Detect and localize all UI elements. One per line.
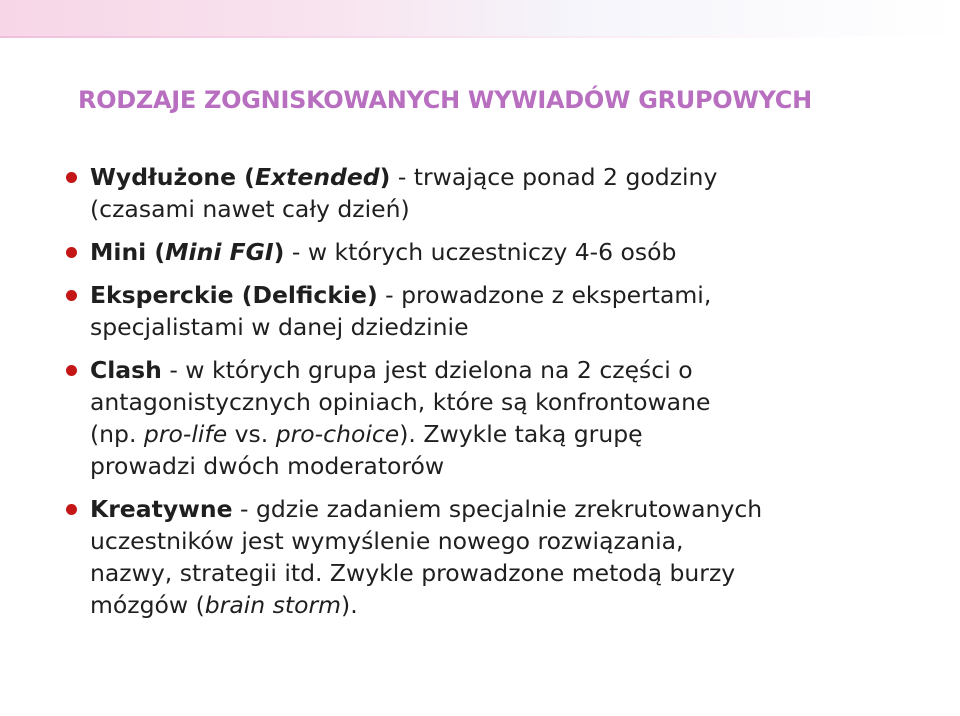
header-divider xyxy=(0,36,960,38)
item-line xyxy=(90,589,944,621)
header-gradient-bar xyxy=(0,0,960,36)
item-line xyxy=(90,354,944,386)
item-text-italic: brain storm xyxy=(204,591,342,619)
item-text: ). Zwykle taką grupę xyxy=(399,420,643,448)
item-text: - gdzie zadaniem specjalnie zrekrutowanych xyxy=(232,495,763,523)
item-text: ). xyxy=(341,591,358,619)
item-line xyxy=(90,418,944,450)
bullet-icon xyxy=(66,290,77,301)
item-line: (czasami nawet cały dzień) xyxy=(90,195,410,223)
item-term: Eksperckie (Delfickie) xyxy=(90,281,378,309)
item-term: Kreatywne xyxy=(90,495,233,523)
item-text: - w których uczestniczy 4-6 osób xyxy=(284,238,677,266)
item-term: Clash xyxy=(90,356,162,384)
item-term: ) xyxy=(379,163,391,191)
item-text-italic: pro-life xyxy=(143,420,228,448)
item-term: ) xyxy=(273,238,285,266)
item-line: nazwy, strategii itd. Zwykle prowadzone metodą burzy xyxy=(90,559,736,587)
item-text: mózgów ( xyxy=(90,591,205,619)
item-line: uczestników jest wymyślenie nowego rozwiązania, xyxy=(90,527,684,555)
list-item-mini xyxy=(64,236,944,268)
item-line xyxy=(90,236,944,268)
item-term-italic: Extended xyxy=(254,163,380,191)
bullet-icon xyxy=(66,365,77,376)
list-item-creative xyxy=(64,493,944,621)
slide-title: RODZAJE ZOGNISKOWANYCH WYWIADÓW GRUPOWYCH xyxy=(78,86,812,114)
item-line xyxy=(90,161,944,193)
item-line xyxy=(90,279,944,311)
list-item-extended xyxy=(64,161,944,225)
item-text: - trwające ponad 2 godziny xyxy=(390,163,718,191)
item-text: (np. xyxy=(90,420,144,448)
list-item-clash xyxy=(64,354,944,482)
item-line: antagonistycznych opiniach, które są konfrontowane xyxy=(90,388,711,416)
bullet-list xyxy=(64,161,944,621)
item-text: vs. xyxy=(227,420,276,448)
item-text: - w których grupa jest dzielona na 2 części o xyxy=(161,356,693,384)
item-term-italic: Mini FGI xyxy=(165,238,274,266)
item-term: Wydłużone ( xyxy=(90,163,255,191)
bullet-icon xyxy=(66,247,77,258)
bullet-icon xyxy=(66,504,77,515)
item-term: Mini ( xyxy=(90,238,166,266)
list-item-expert xyxy=(64,279,944,343)
item-line xyxy=(90,493,944,525)
item-text-italic: pro-choice xyxy=(275,420,400,448)
item-line: specjalistami w danej dziedzinie xyxy=(90,313,469,341)
item-line: prowadzi dwóch moderatorów xyxy=(90,452,445,480)
item-text: - prowadzone z ekspertami, xyxy=(377,281,712,309)
bullet-icon xyxy=(66,172,77,183)
